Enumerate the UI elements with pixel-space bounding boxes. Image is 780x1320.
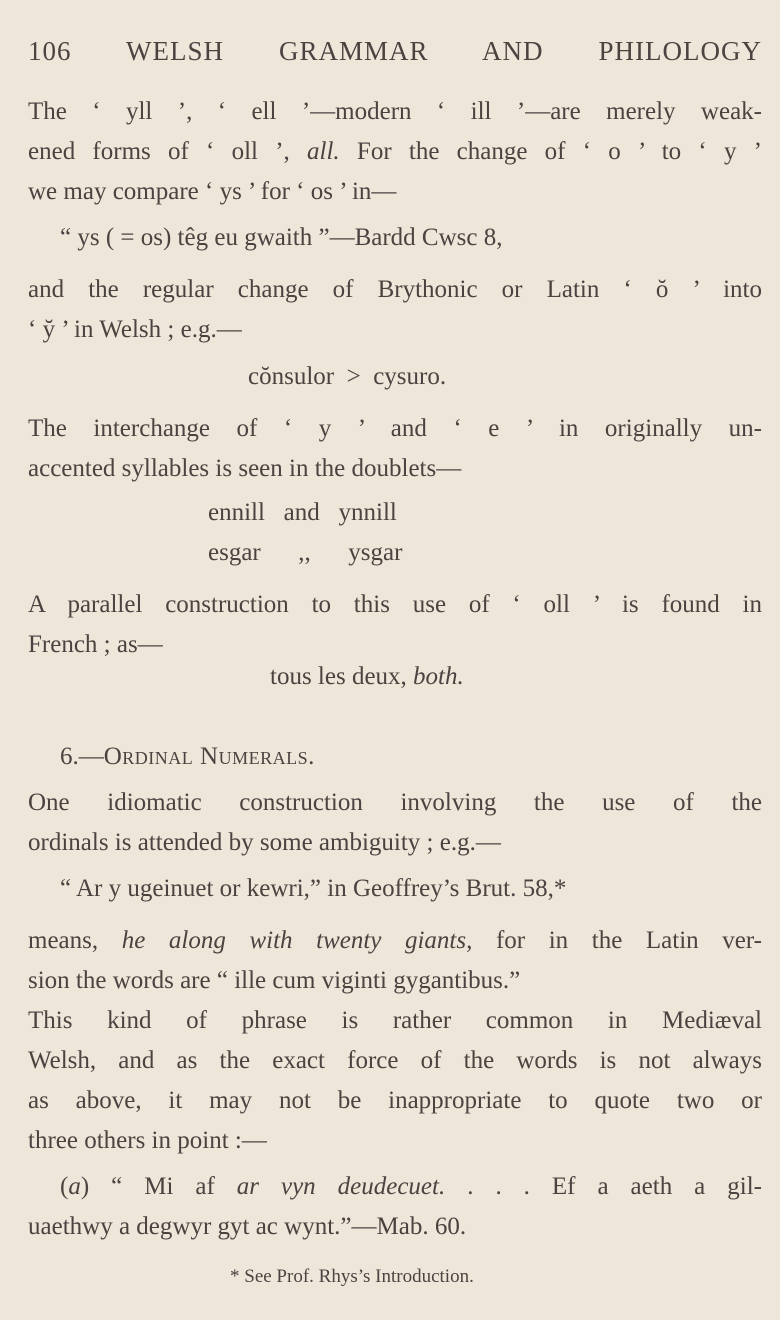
text-span: means, [28, 927, 122, 954]
section-number: 6.— [60, 743, 104, 770]
italic-a: a [68, 1173, 81, 1200]
text-line-22: Welsh, and as the exact force of the words is not always [28, 1047, 762, 1074]
text-span: For the change of ‘ o ’ to ‘ y ’ [339, 138, 763, 165]
text-span: tous les deux, [270, 663, 414, 690]
text-line-13: French ; as— [28, 631, 163, 658]
italic-both: both. [413, 663, 464, 690]
footnote: * See Prof. Rhys’s Introduction. [230, 1266, 474, 1287]
page-number: 106 [28, 36, 72, 66]
section-title: Ordinal Numerals. [103, 743, 315, 770]
running-title: WELSH GRAMMAR AND PHILOLOGY [126, 36, 762, 66]
text-span: ) “ Mi af [80, 1173, 237, 1200]
quotation-geoffrey: “ Ar y ugeinuet or kewri,” in Geoffrey’s Brut. 58,* [60, 875, 567, 902]
italic-all: all. [307, 138, 340, 165]
text-line-3: we may compare ‘ ys ’ for ‘ os ’ in— [28, 178, 397, 205]
text-span: . . . Ef a aeth a gil- [445, 1173, 762, 1200]
text-line-24: three others in point :— [28, 1127, 267, 1154]
text-line-17: ordinals is attended by some ambiguity ; e.g.— [28, 829, 501, 856]
text-line-26: uaethwy a degwyr gyt ac wynt.”—Mab. 60. [28, 1213, 467, 1240]
text-line-1: The ‘ yll ’, ‘ ell ’—modern ‘ ill ’—are merely weak- [28, 98, 762, 125]
text-line-12: A parallel construction to this use of ‘ oll ’ is found in [28, 591, 762, 618]
text-line-8: The interchange of ‘ y ’ and ‘ e ’ in originally un- [28, 415, 762, 442]
text-span: for in the Latin ver- [472, 927, 762, 954]
italic-translation: he along with twenty giants, [121, 927, 473, 954]
text-line-20: sion the words are “ ille cum viginti gygantibus.” [28, 967, 521, 994]
text-line-25 [60, 1170, 762, 1204]
example-tous-les-deux [270, 660, 464, 694]
section-heading [60, 740, 315, 774]
text-line-19 [28, 924, 762, 958]
doublet-esgar: esgar ,, ysgar [208, 539, 403, 566]
text-line-2 [28, 135, 762, 169]
text-line-21: This kind of phrase is rather common in Mediæval [28, 1007, 762, 1034]
doublet-ennill: ennill and ynnill [208, 499, 397, 526]
text-line-16: One idiomatic construction involving the use of the [28, 789, 762, 816]
text-line-6: ‘ y̆ ’ in Welsh ; e.g.— [28, 316, 242, 343]
text-span: ened forms of ‘ oll ’, [28, 138, 308, 165]
text-line-9: accented syllables is seen in the doublets— [28, 455, 462, 482]
text-line-23: as above, it may not be inappropriate to quote two or [28, 1087, 762, 1114]
quotation-line: “ ys ( = os) têg eu gwaith ”—Bardd Cwsc 8, [60, 224, 503, 251]
text-span: ( [60, 1173, 69, 1200]
italic-quote: ar vyn deudecuet. [236, 1173, 446, 1200]
example-consulor: cŏnsulor > cysuro. [248, 363, 447, 390]
text-line-5: and the regular change of Brythonic or Latin ‘ ŏ ’ into [28, 276, 762, 303]
page-header [28, 34, 762, 68]
